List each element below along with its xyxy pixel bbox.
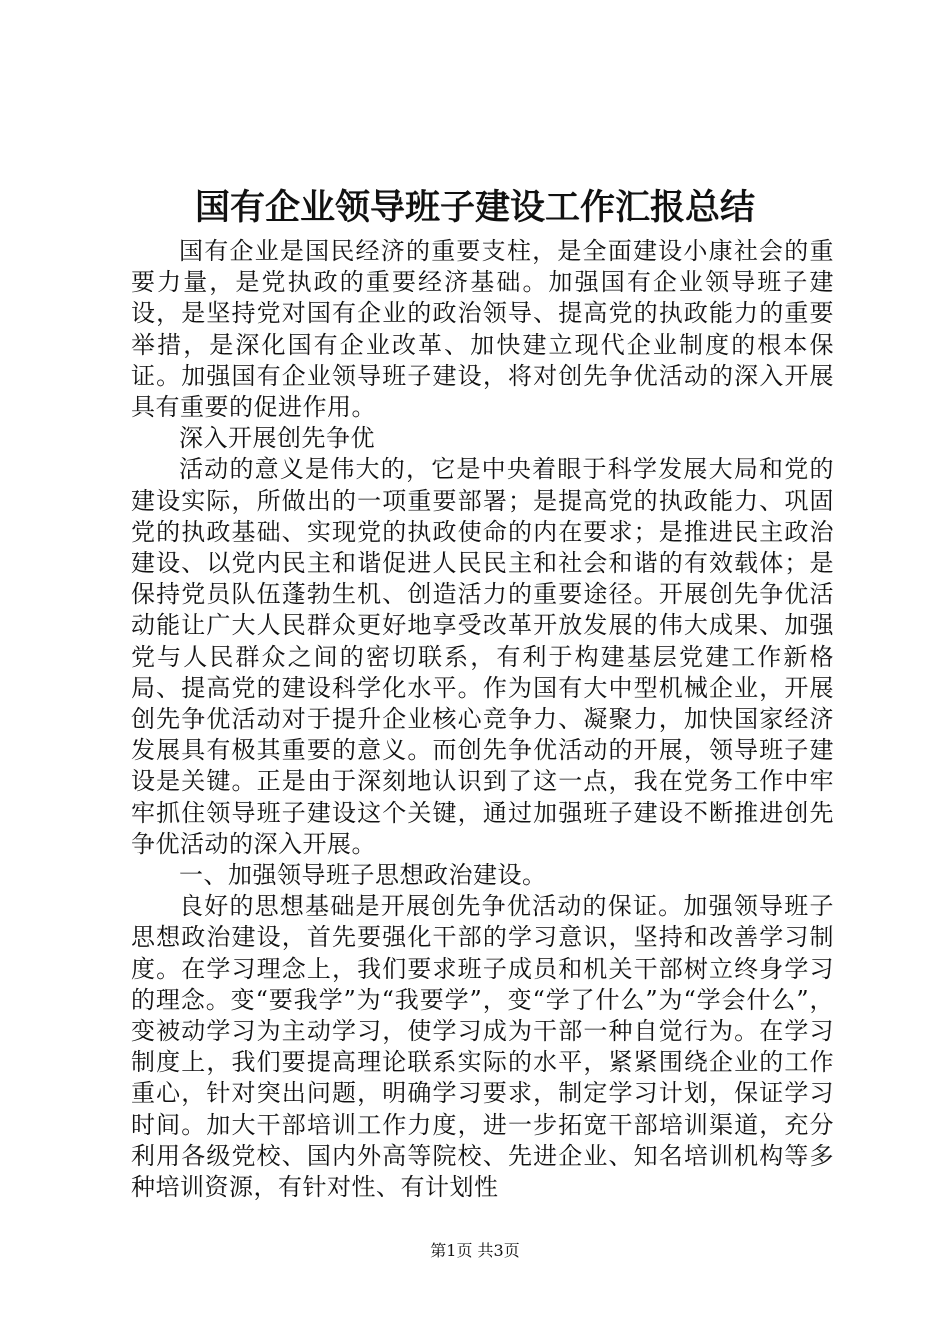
document-body	[131, 236, 834, 1203]
paragraph: 深入开展创先争优	[179, 424, 375, 453]
paragraph: 活动的意义是伟大的，它是中央着眼于科学发展大局和党的建设实际，所做出的一项重要部署；是提高党的执政能力、巩固党的执政基础、实现党的执政使命的内在要求；是推进民主政治建设、以党内民主和谐促进人民民主和社会和谐的有效载体；是保持党员队伍蓬勃生机、创造活力的重要途径。开展创先争优活动能让广大人民群众更好地享受改革开放发展的伟大成果、加强党与人民群众之间的密切联系，有利于构建基层党建工作新格局、提高党的建设科学化水平。作为国有大中型机械企业，开展创先争优活动对于提升企业核心竞争力、凝聚力，加快国家经济发展具有极其重要的意义。而创先争优活动的开展，领导班子建设是关键。正是由于深刻地认识到了这一点，我在党务工作中牢牢抓住领导班子建设这个关键，通过加强班子建设不断推进创先争优活动的深入开展。	[131, 455, 834, 858]
paragraph: 国有企业是国民经济的重要支柱，是全面建设小康社会的重要力量，是党执政的重要经济基础。加强国有企业领导班子建设，是坚持党对国有企业的政治领导、提高党的执政能力的重要举措，是深化国有企业改革、加快建立现代企业制度的根本保证。加强国有企业领导班子建设，将对创先争优活动的深入开展具有重要的促进作用。	[131, 237, 834, 422]
section-heading: 一、加强领导班子思想政治建设。	[179, 861, 547, 890]
page-footer: 第1页 共3页	[430, 1241, 520, 1260]
paragraph: 良好的思想基础是开展创先争优活动的保证。加强领导班子思想政治建设，首先要强化干部的学习意识，坚持和改善学习制度。在学习理念上，我们要求班子成员和机关干部树立终身学习的理念。变“要我学”为“我要学”，变“学了什么”为“学会什么”，变被动学习为主动学习，使学习成为干部一种自觉行为。在学习制度上，我们要提高理论联系实际的水平，紧紧围绕企业的工作重心，针对突出问题，明确学习要求，制定学习计划，保证学习时间。加大干部培训工作力度，进一步拓宽干部培训渠道，充分利用各级党校、国内外高等院校、先进企业、知名培训机构等多种培训资源，有针对性、有计划性	[131, 892, 834, 1202]
document-title: 国有企业领导班子建设工作汇报总结	[194, 187, 755, 228]
